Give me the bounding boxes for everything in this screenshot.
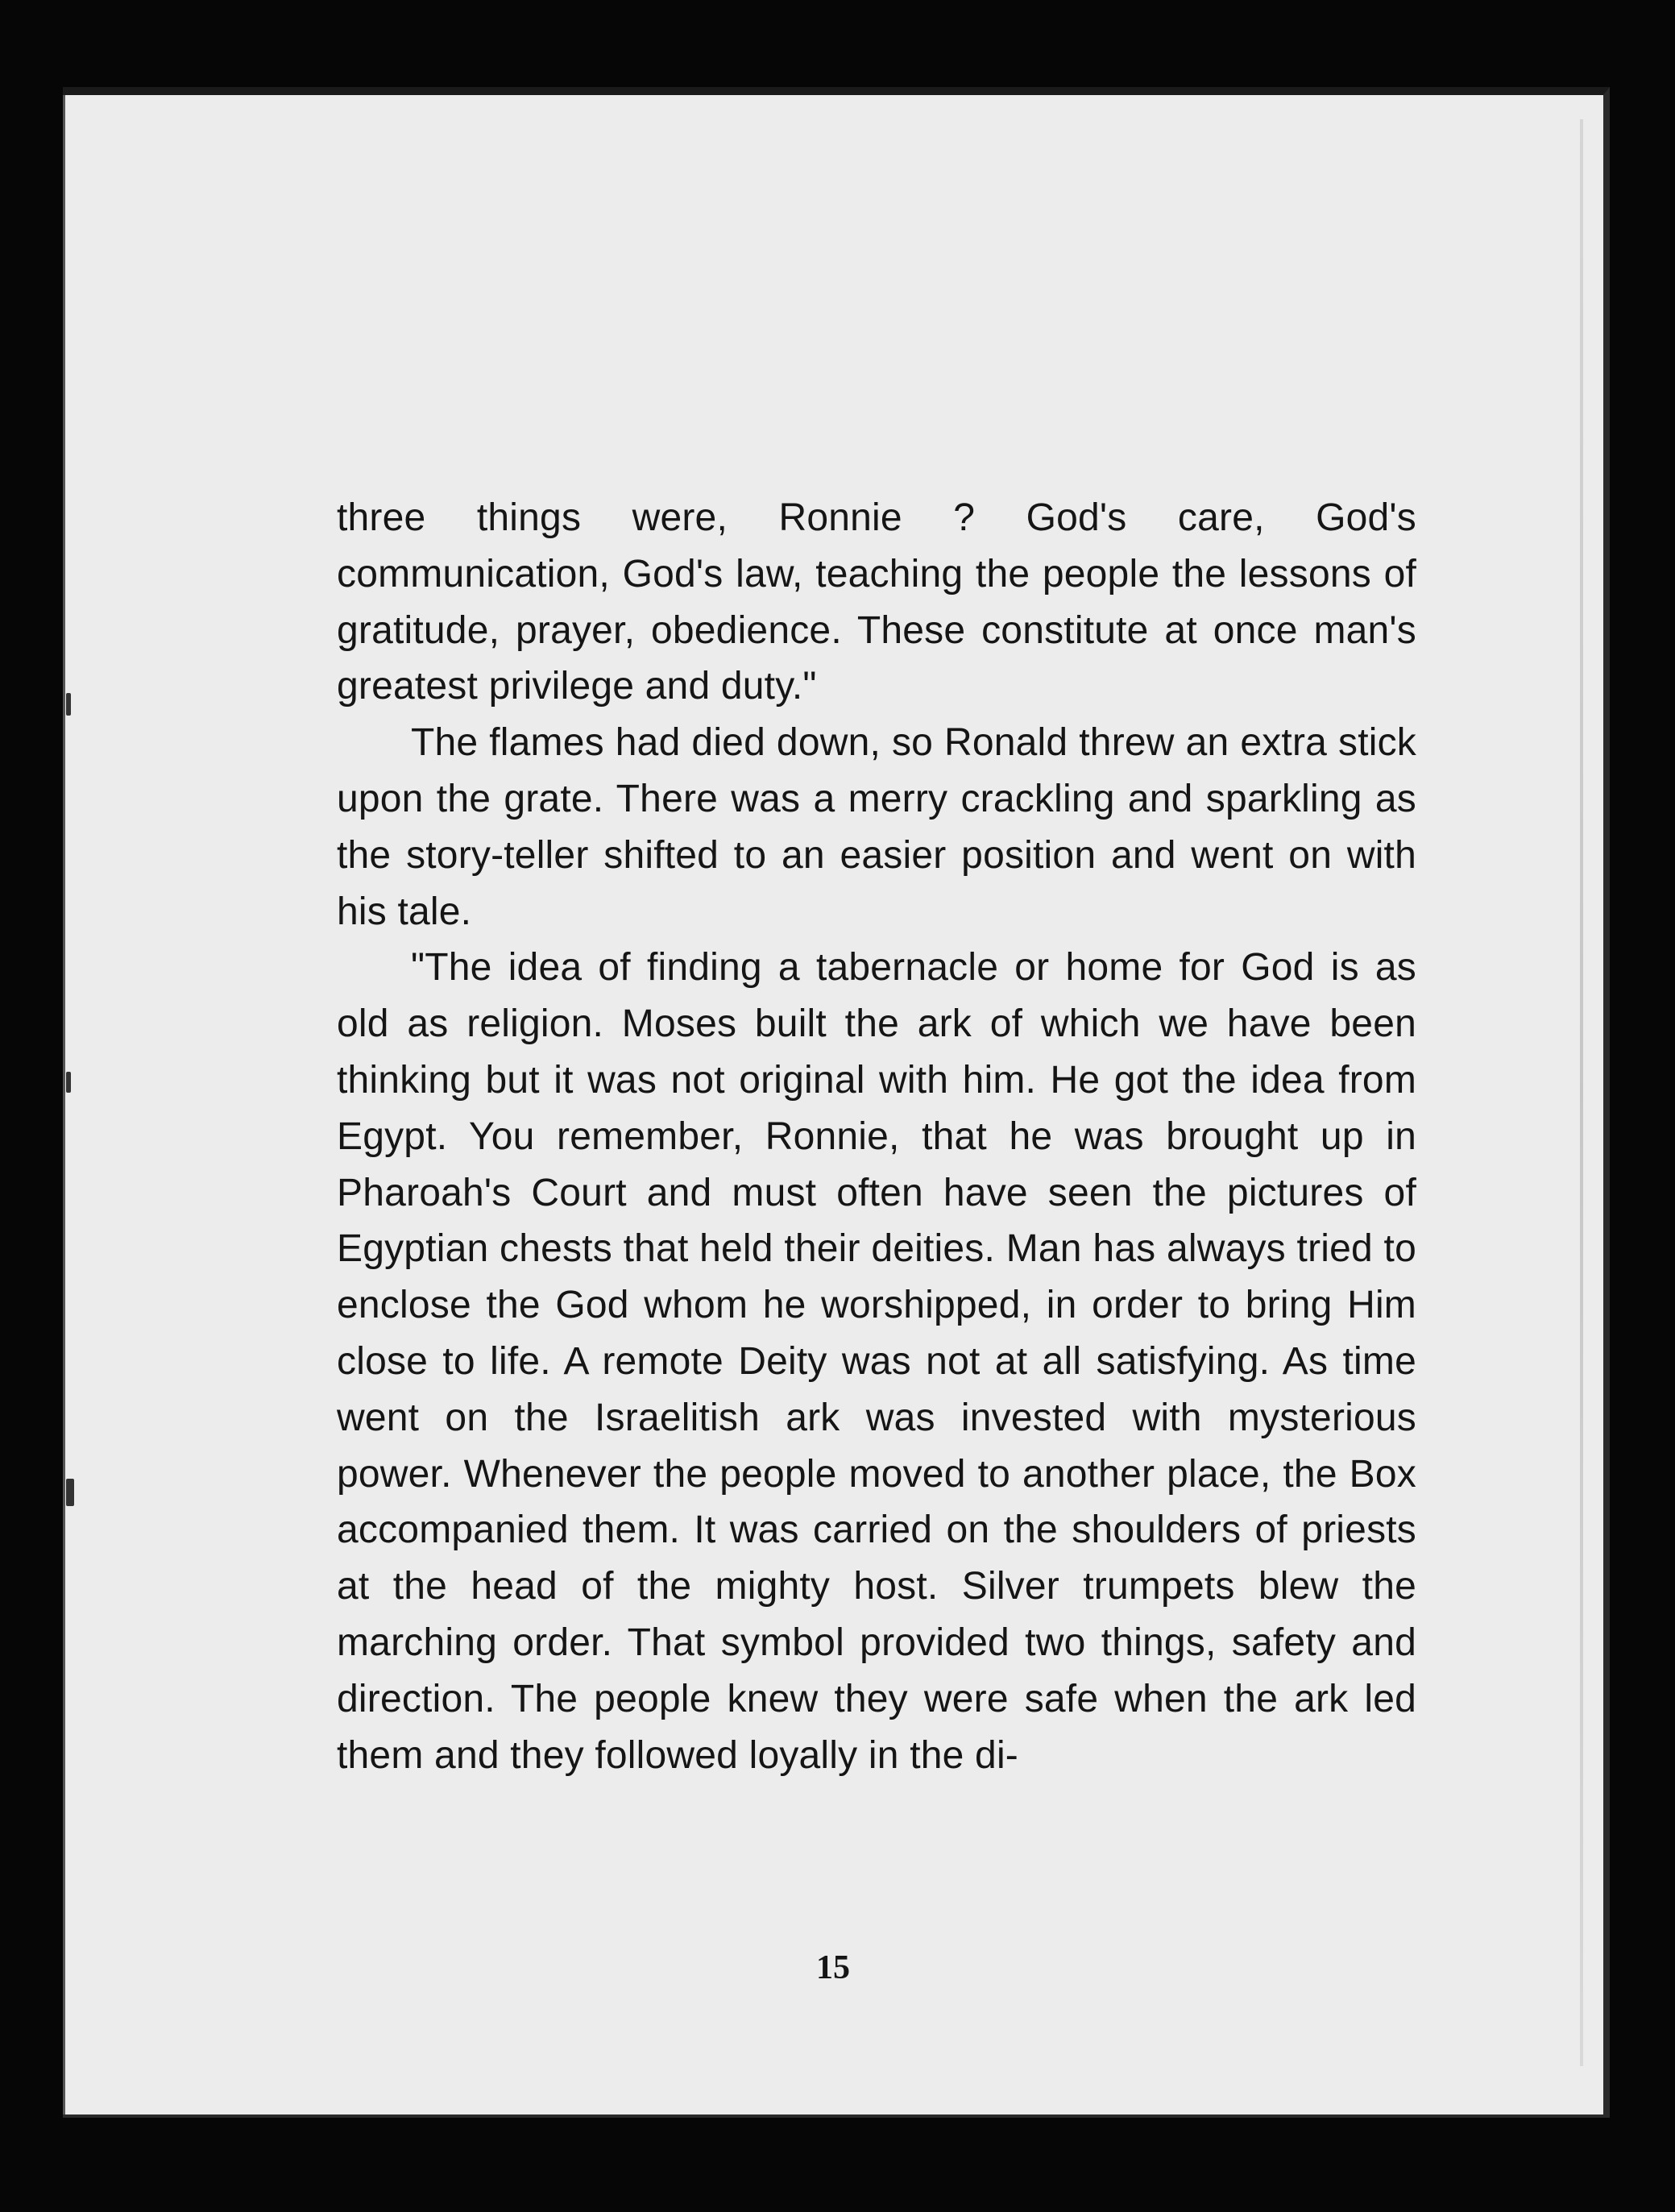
margin-tick-3 [66,1479,74,1506]
paragraph-2: The flames had died down, so Ronald threw an extra stick upon the grate. There was a merry crackling and sparkling as the story-teller shifted to an easier position and went on with his tale. [337,721,1416,933]
book-page [63,87,1610,2118]
margin-tick-1 [66,693,71,716]
margin-tick-2 [66,1072,71,1093]
paragraph-3: "The idea of finding a tabernacle or home for God is as old as religion. Moses built the ark of which we have been thinking but it was not original with him. He got the idea from Egypt. You remember, Ronnie, that he was brought up in Pharoah's Court and must often have seen the pictures of Egyptian chests that held their deities. Man has always tried to enclose the God whom he worshipped, in order to bring Him close to life. A remote Deity was not at all satisfying. As time went on the Israelitish ark was invested with mysterious power. Whenever the people moved to another place, the Box accompanied them. It was carried on the shoulders of priests at the head of the mighty host. Silver trumpets blew the marching order. That symbol provided two things, safety and direction. The people knew they were safe when the ark led them and they followed loyally in the di- [337,946,1416,1777]
body-text [337,490,1416,1783]
paragraph-1: three things were, Ronnie ? God's care, God's communication, God's law, teaching the people the lessons of gratitude, prayer, obedience. These constitute at once man's greatest privilege and duty." [337,496,1416,708]
page-number: 15 [816,1949,850,1986]
